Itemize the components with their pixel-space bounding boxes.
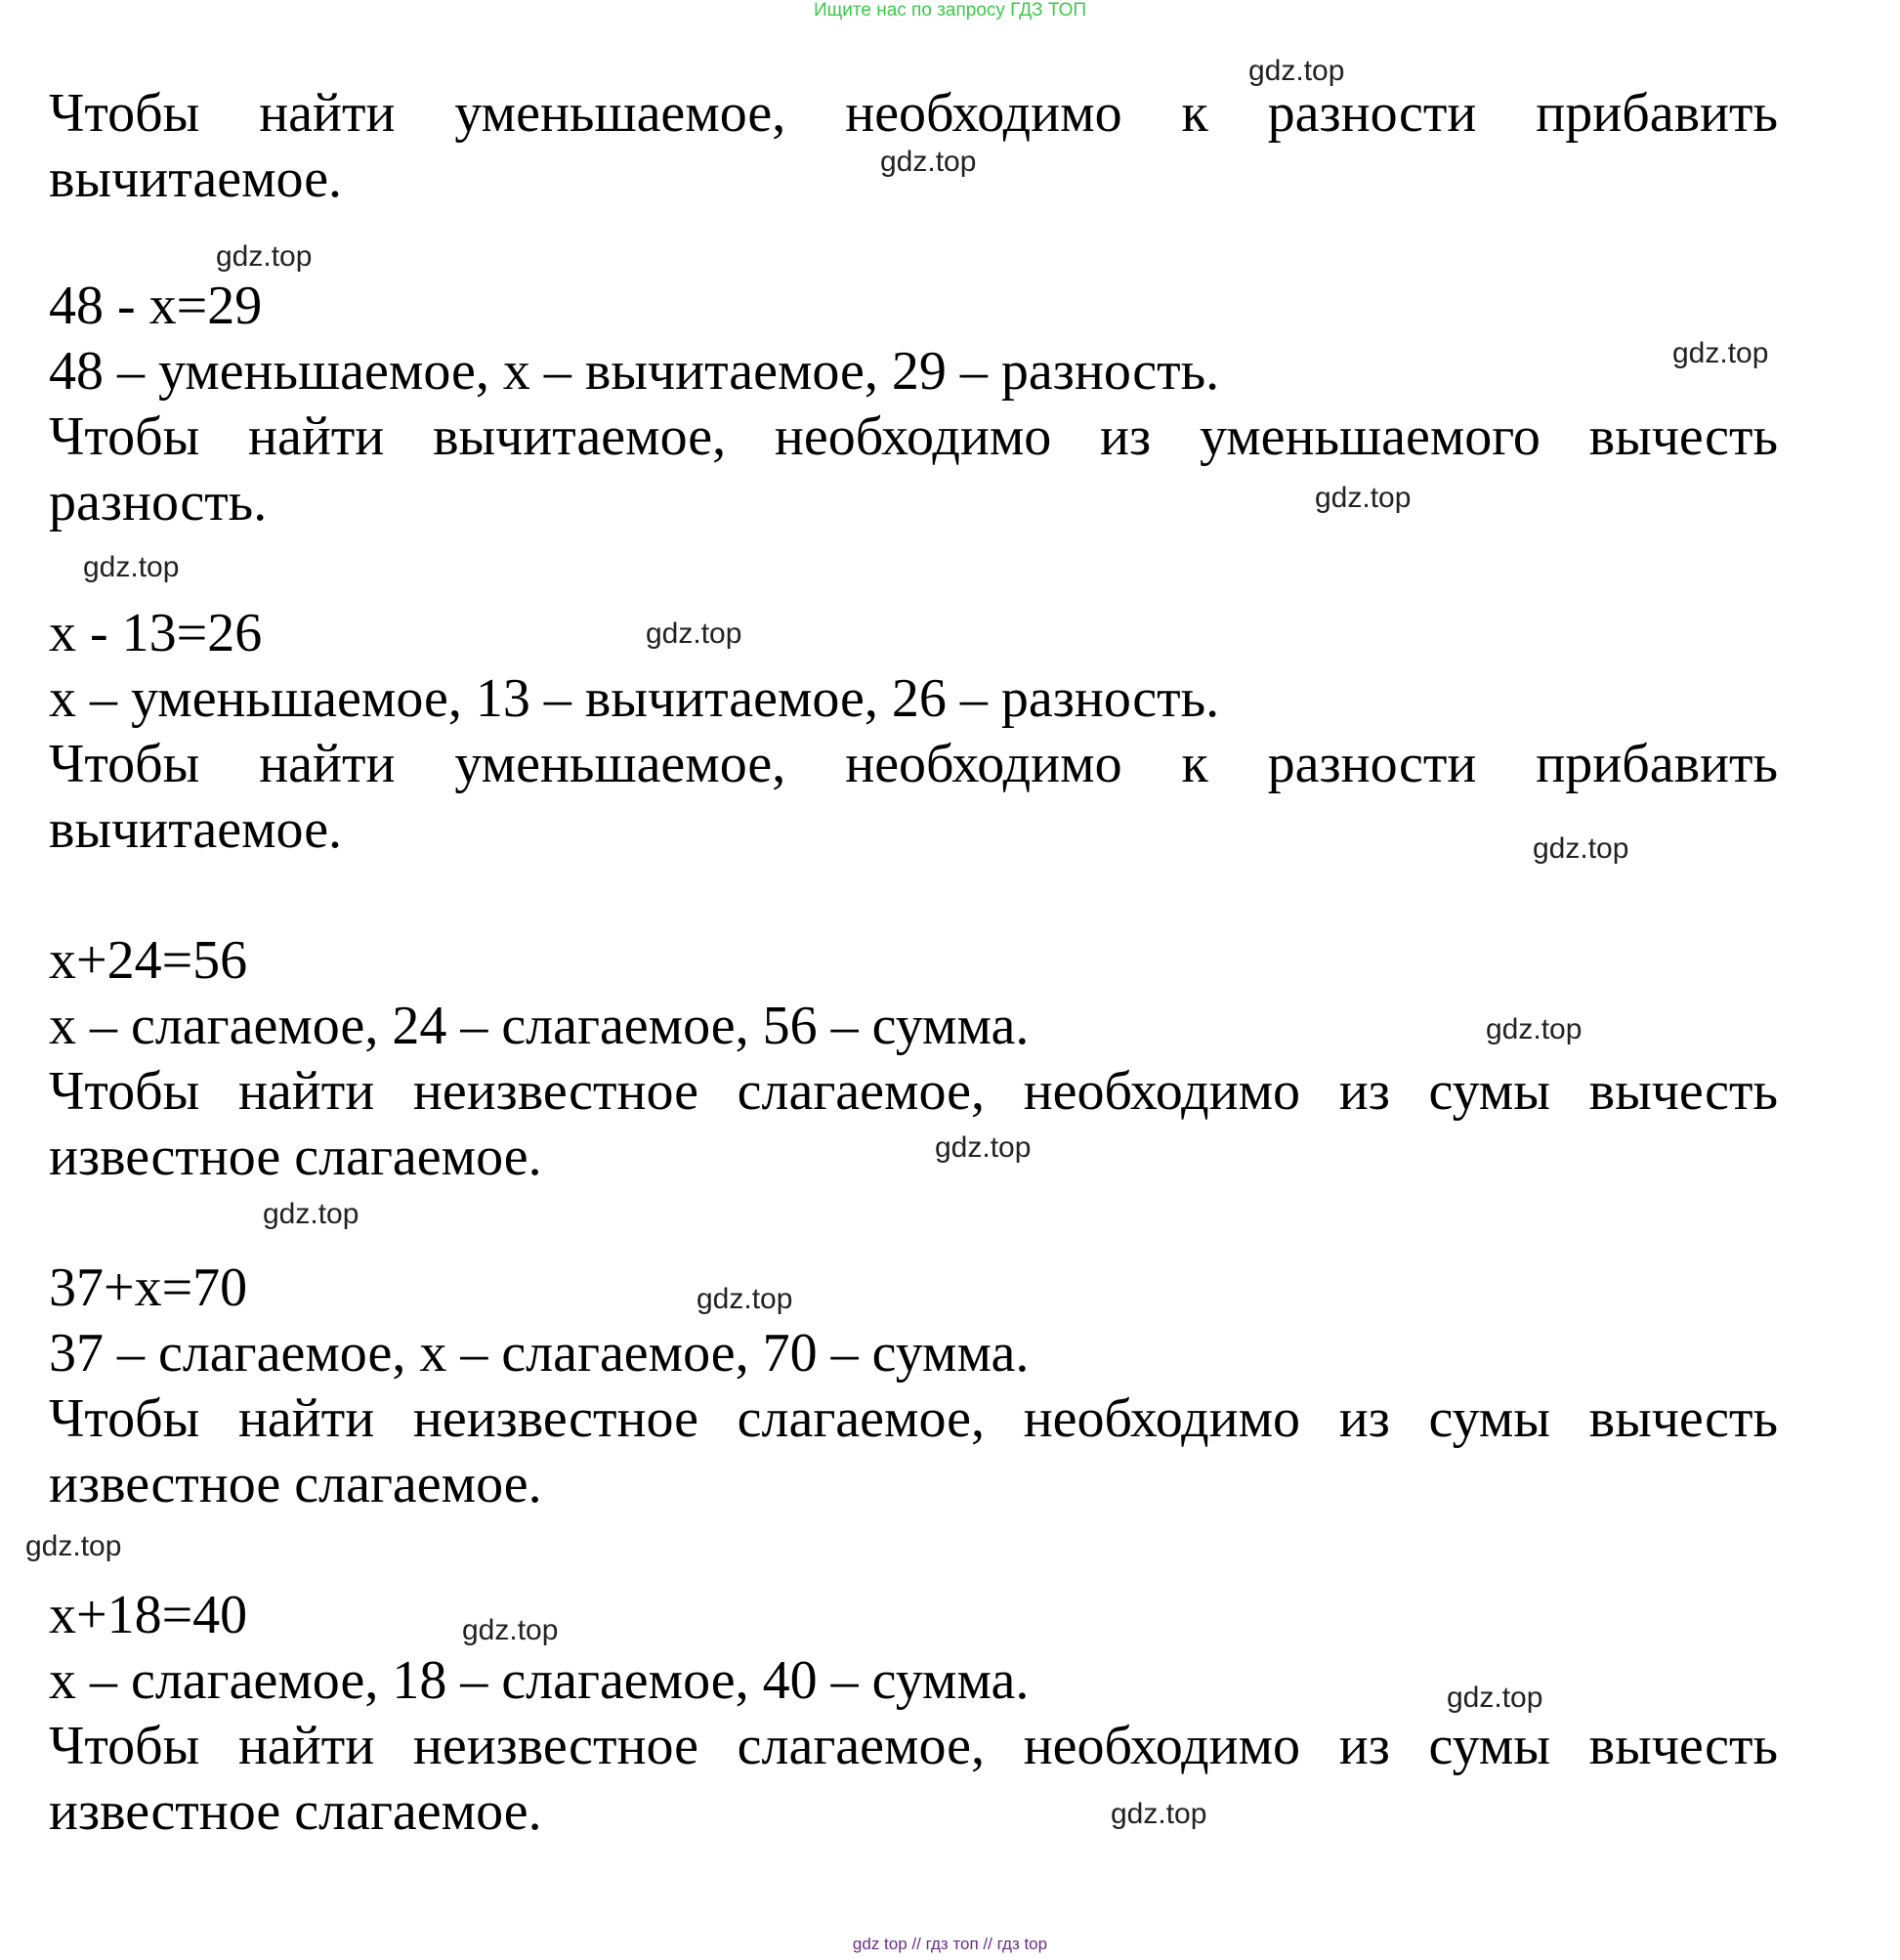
watermark: gdz.top xyxy=(25,1530,122,1562)
ex1-rule-line2: разность. xyxy=(49,472,268,533)
ex4-rule-line1: Чтобы найти неизвестное слагаемое, необходимо из сумы вычесть xyxy=(49,1388,1778,1449)
header-search-hint: Ищите нас по запросу ГДЗ ТОП xyxy=(813,0,1087,21)
watermark: gdz.top xyxy=(1315,482,1412,514)
watermark: gdz.top xyxy=(1447,1682,1543,1714)
footer-links: gdz top // гдз топ // гдз top xyxy=(852,1935,1048,1953)
ex2-rule-line2: вычитаемое. xyxy=(49,799,343,860)
watermark: gdz.top xyxy=(880,146,977,178)
watermark: gdz.top xyxy=(462,1614,559,1646)
watermark: gdz.top xyxy=(697,1283,793,1315)
ex2-roles: x – уменьшаемое, 13 – вычитаемое, 26 – разность. xyxy=(49,668,1220,729)
watermark: gdz.top xyxy=(1111,1798,1207,1830)
ex5-roles: x – слагаемое, 18 – слагаемое, 40 – сумма. xyxy=(49,1650,1030,1711)
watermark: gdz.top xyxy=(935,1131,1032,1164)
ex3-roles: x – слагаемое, 24 – слагаемое, 56 – сумма. xyxy=(49,996,1030,1056)
intro-rule-line2: вычитаемое. xyxy=(49,149,343,209)
watermark: gdz.top xyxy=(1486,1013,1583,1045)
ex5-equation: x+18=40 xyxy=(49,1585,248,1645)
ex5-rule-line2: известное слагаемое. xyxy=(49,1781,542,1842)
ex5-rule-line1: Чтобы найти неизвестное слагаемое, необходимо из сумы вычесть xyxy=(49,1716,1778,1776)
ex4-equation: 37+x=70 xyxy=(49,1257,248,1318)
ex4-roles: 37 – слагаемое, x – слагаемое, 70 – сумма. xyxy=(49,1323,1030,1384)
watermark: gdz.top xyxy=(83,551,180,583)
intro-rule-line1: Чтобы найти уменьшаемое, необходимо к разности прибавить xyxy=(49,83,1778,144)
ex2-rule-line1: Чтобы найти уменьшаемое, необходимо к разности прибавить xyxy=(49,734,1778,794)
watermark: gdz.top xyxy=(646,618,742,650)
ex1-equation: 48 - x=29 xyxy=(49,276,263,336)
watermark: gdz.top xyxy=(1533,832,1629,865)
ex3-equation: x+24=56 xyxy=(49,930,248,991)
watermark: gdz.top xyxy=(1248,55,1345,87)
watermark: gdz.top xyxy=(263,1198,359,1230)
ex3-rule-line1: Чтобы найти неизвестное слагаемое, необходимо из сумы вычесть xyxy=(49,1061,1778,1122)
ex1-rule-line1: Чтобы найти вычитаемое, необходимо из уменьшаемого вычесть xyxy=(49,406,1778,467)
watermark: gdz.top xyxy=(1672,337,1769,369)
watermark: gdz.top xyxy=(216,240,313,273)
ex3-rule-line2: известное слагаемое. xyxy=(49,1127,542,1187)
ex4-rule-line2: известное слагаемое. xyxy=(49,1454,542,1514)
ex1-roles: 48 – уменьшаемое, x – вычитаемое, 29 – разность. xyxy=(49,341,1220,402)
ex2-equation: x - 13=26 xyxy=(49,603,263,663)
